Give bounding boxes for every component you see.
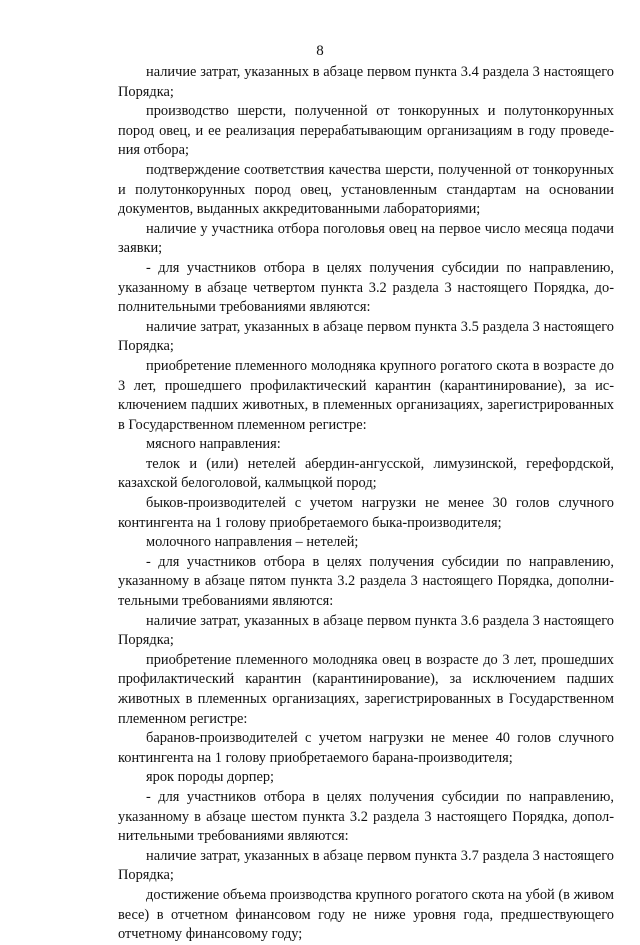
paragraph: приобретение племенного молодняка овец в возрасте до 3 лет, прошедших профилактический карантин (карантинирование), за исключением падших животных в племенных организациях, зарегистрированных в Государственном племенном регистре:: [118, 651, 614, 727]
paragraph: быков-производителей с учетом нагрузки не менее 30 голов случного контингента на 1 голову приобретаемого быка-производителя;: [118, 495, 614, 531]
paragraph: приобретение племенного молодняка крупного рогатого скота в возрасте до 3 лет, прошедшего профилактический карантин (карантинирование), за исключением падших животных, в племенных организациях, зарегистрированных в Государственном племенном регистре:: [118, 357, 614, 433]
paragraph: наличие затрат, указанных в абзаце первом пункта 3.5 раздела 3 настоящего Порядка;: [118, 318, 614, 355]
page-number: 8: [316, 43, 324, 59]
paragraph: - для участников отбора в целях получения субсидии по направлению, указанному в абзаце пятом пункта 3.2 раздела 3 настоящего Порядка, дополнительными требованиями являются:: [118, 553, 614, 610]
paragraph: достижение объема производства крупного рогатого скота на убой (в живом весе) в отчетном финансовом году не ниже уровня года, предшествующего отчетному финансовому году;: [118, 886, 614, 943]
paragraph: производство шерсти, полученной от тонкорунных и полутонкорунных пород овец, и ее реализация перерабатывающим организациям в году проведения отбора;: [118, 103, 614, 159]
paragraph: наличие затрат, указанных в абзаце первом пункта 3.4 раздела 3 настоящего Порядка;: [118, 64, 614, 100]
document-body: [118, 63, 614, 945]
paragraph: мясного направления:: [146, 436, 281, 453]
paragraph: - для участников отбора в целях получения субсидии по направлению, указанному в абзаце четвертом пункта 3.2 раздела 3 настоящего Порядка, дополнительными требованиями являются:: [118, 259, 614, 316]
paragraph: ярок породы дорпер;: [146, 769, 275, 786]
paragraph: - для участников отбора в целях получения субсидии по направлению, указанному в абзаце шестом пункта 3.2 раздела 3 настоящего Порядка, дополнительными требованиями являются:: [118, 788, 614, 845]
paragraph: баранов-производителей с учетом нагрузки не менее 40 голов случного контингента на 1 голову приобретаемого барана-производителя;: [118, 730, 614, 766]
paragraph: подтверждение соответствия качества шерсти, полученной от тонкорунных и полутонкорунных пород овец, установленным стандартам на основании документов, выданных аккредитованными лабораториями;: [118, 161, 614, 218]
paragraph: наличие у участника отбора поголовья овец на первое число месяца подачи заявки;: [118, 220, 614, 257]
paragraph: наличие затрат, указанных в абзаце первом пункта 3.7 раздела 3 настоящего Порядка;: [118, 847, 614, 884]
paragraph: телок и (или) нетелей абердин-ангусской, лимузинской, герефордской, казахской белоголовой, калмыцкой пород;: [118, 455, 614, 492]
paragraph: наличие затрат, указанных в абзаце первом пункта 3.6 раздела 3 настоящего Порядка;: [118, 612, 614, 649]
paragraph: молочного направления – нетелей;: [146, 534, 359, 551]
